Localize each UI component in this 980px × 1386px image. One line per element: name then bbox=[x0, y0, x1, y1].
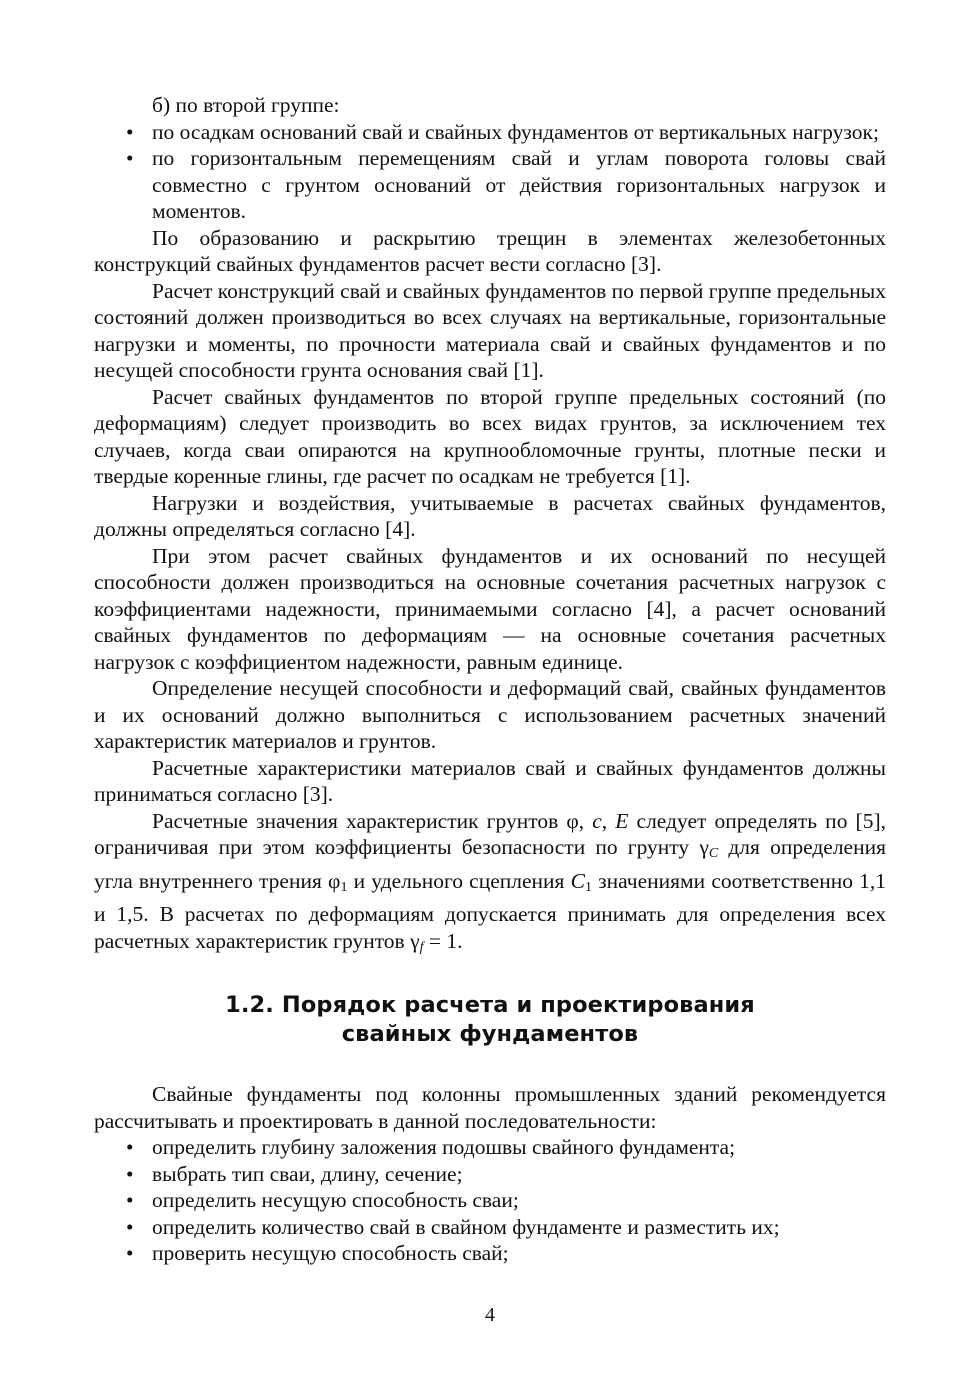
list-item: • определить глубину заложения подошвы свайного фундамента; bbox=[126, 1135, 736, 1159]
section-intro: Свайные фундаменты под колонны промышленных зданий рекомендуется рассчитывать и проектировать в данной последовательности: bbox=[94, 1082, 886, 1133]
section-number: 1.2. bbox=[225, 992, 274, 1018]
list-item: • по осадкам оснований свай и свайных фундаментов от вертикальных нагрузок; bbox=[126, 119, 879, 144]
list-item: • определить количество свай в свайном фундаменте и разместить их; bbox=[126, 1214, 780, 1239]
list-item: • определить несущую способность сваи; bbox=[126, 1188, 519, 1212]
list-item: • проверить несущую способность свай; bbox=[126, 1241, 509, 1265]
paragraph: Расчет свайных фундаментов по второй группе предельных состояний (по деформациям) следует производить во всех видах грунтов, за исключением тех случаев, когда сваи опираются на крупнообломочные грунты, плотные пески и твердые коренные глины, где расчет по осадкам не требуется [1]. bbox=[94, 384, 886, 488]
paragraph: Расчет конструкций свай и свайных фундаментов по первой группе предельных состояний должен производиться во всех случаях на вертикальные, горизонтальные нагрузки и моменты, по прочности материала свай и свайных фундаментов и по несущей способности грунта основания свай [1]. bbox=[94, 278, 886, 382]
page-content bbox=[94, 92, 886, 1267]
bullet-icon: • bbox=[126, 1214, 134, 1239]
section-heading bbox=[94, 991, 886, 1049]
second-group-list bbox=[94, 119, 886, 225]
list-item: • выбрать тип сваи, длину, сечение; bbox=[126, 1161, 463, 1186]
bullet-icon: • bbox=[126, 146, 134, 170]
bullet-icon: • bbox=[126, 1188, 134, 1212]
bullet-icon: • bbox=[126, 1135, 134, 1159]
paragraph: Нагрузки и воздействия, учитываемые в расчетах свайных фундаментов, должны определяться согласно [4]. bbox=[94, 490, 886, 541]
bullet-icon: • bbox=[126, 1241, 134, 1265]
bullet-icon: • bbox=[126, 119, 134, 144]
paragraph: По образованию и раскрытию трещин в элементах железобетонных конструкций свайных фундаментов расчет вести согласно [3]. bbox=[94, 225, 886, 276]
section-title-line2: свайных фундаментов bbox=[341, 1021, 639, 1047]
steps-list bbox=[94, 1134, 886, 1267]
second-group-label: б) по второй группе: bbox=[152, 93, 340, 117]
soil-characteristics-paragraph: Расчетные значения характеристик грунтов φ, c, E следует определять по [5], ограничивая при этом коэффициенты безопасности по грунту $\gamma_C$ для определения угла внутреннего трения $\varphi_1$ и удельного сцепления $C_1$ значениями соответственно 1,1 и 1,5. В расчетах по деформациям допускается принимать для определения всех расчетных характеристик грунтов $\gamma_f = 1$. bbox=[94, 808, 887, 955]
paragraph: Определение несущей способности и деформаций свай, свайных фундаментов и их оснований должно выполниться с использованием расчетных значений характеристик материалов и грунтов. bbox=[94, 676, 886, 753]
list-item: • по горизонтальным перемещениям свай и углам поворота головы свай совместно с грунтом оснований от действия горизонтальных нагрузок и моментов. bbox=[126, 146, 886, 223]
paragraph: Расчетные характеристики материалов свай и свайных фундаментов должны приниматься согласно [3]. bbox=[94, 755, 886, 806]
page-number: 4 bbox=[485, 1304, 495, 1326]
paragraph: При этом расчет свайных фундаментов и их оснований по несущей способности должен производиться на основные сочетания расчетных нагрузок с коэффициентами надежности, принимаемыми согласно [4], а расчет оснований свайных фундаментов по деформациям — на основные сочетания расчетных нагрузок с коэффициентом надежности, равным единице. bbox=[94, 543, 886, 674]
section-title-line1: Порядок расчета и проектирования bbox=[281, 992, 755, 1018]
bullet-icon: • bbox=[126, 1161, 134, 1186]
